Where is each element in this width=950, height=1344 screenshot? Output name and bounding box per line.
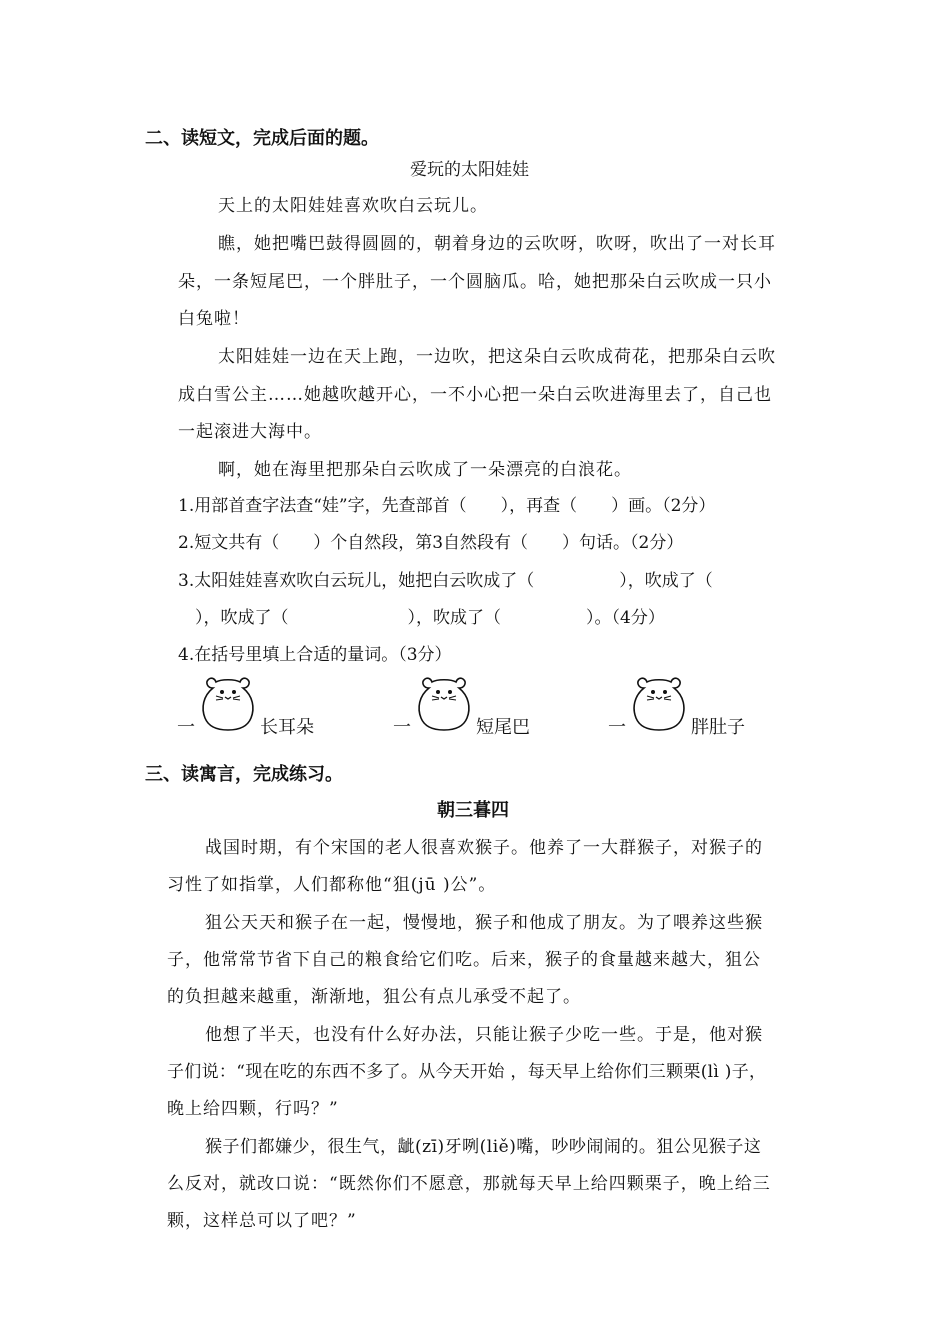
fable-line: 习性了如指掌，人们都称他“狙(jū )公”。 — [167, 875, 497, 895]
hamster-blank-icon[interactable] — [630, 674, 688, 732]
section3-title: 朝三暮四 — [437, 800, 509, 821]
fable-line: 晚上给四颗，行吗？” — [167, 1099, 339, 1119]
passage-line: 瞧，她把嘴巴鼓得圆圆的，朝着身边的云吹呀，吹呀，吹出了一对长耳 — [218, 234, 776, 254]
question-3: 3.太阳娃娃喜欢吹白云玩儿，她把白云吹成了（ ），吹成了（ — [178, 571, 713, 591]
passage-line: 白兔啦！ — [178, 309, 250, 329]
question-4: 4.在括号里填上合适的量词。（3分） — [178, 645, 452, 665]
passage-line: 成白雪公主……她越吹越开心，一不小心把一朵白云吹进海里去了，自己也 — [178, 385, 772, 405]
fable-line: 的负担越来越重，渐渐地，狙公有点儿承受不起了。 — [167, 987, 581, 1007]
section3-heading: 三、读寓言，完成练习。 — [145, 764, 343, 785]
section2-title: 爱玩的太阳娃娃 — [410, 160, 529, 180]
measure-prefix: 一 — [177, 717, 195, 738]
section2-heading: 二、读短文，完成后面的题。 — [145, 128, 379, 149]
hamster-blank-icon[interactable] — [199, 674, 257, 732]
fable-line: 么反对，就改口说：“既然你们不愿意，那就每天早上给四颗栗子，晚上给三 — [167, 1174, 771, 1194]
measure-prefix: 一 — [393, 717, 411, 738]
fable-line: 猴子们都嫌少，很生气，龇(zī)牙咧(liě)嘴，吵吵闹闹的。狙公见猴子这 — [205, 1137, 762, 1157]
fable-line: 颗，这样总可以了吧？” — [167, 1211, 357, 1231]
question-2: 2.短文共有（ ）个自然段，第3自然段有（ ）句话。（2分） — [178, 533, 684, 553]
question-1: 1.用部首查字法查“娃”字，先查部首（ ），再查（ ）画。（2分） — [178, 496, 716, 516]
passage-line: 一起滚进大海中。 — [178, 422, 322, 442]
fable-line: 子，他常常节省下自己的粮食给它们吃。后来，猴子的食量越来越大，狙公 — [167, 950, 761, 970]
passage-line: 啊，她在海里把那朵白云吹成了一朵漂亮的白浪花。 — [218, 460, 632, 480]
fable-line: 狙公天天和猴子在一起，慢慢地，猴子和他成了朋友。为了喂养这些猴 — [205, 913, 763, 933]
passage-line: 朵，一条短尾巴，一个胖肚子，一个圆脑瓜。哈，她把那朵白云吹成一只小 — [178, 272, 772, 292]
measure-prefix: 一 — [608, 717, 626, 738]
fable-line: 子们说：“现在吃的东西不多了。从今天开始 ，每天早上给你们三颗栗(lì )子， — [167, 1062, 767, 1082]
question-3-cont: ），吹成了（ ），吹成了（ ）。（4分） — [178, 608, 665, 628]
fable-line: 战国时期，有个宋国的老人很喜欢猴子。他养了一大群猴子，对猴子的 — [205, 838, 763, 858]
hamster-blank-icon[interactable] — [415, 674, 473, 732]
measure-noun: 短尾巴 — [476, 717, 530, 738]
passage-line: 天上的太阳娃娃喜欢吹白云玩儿。 — [218, 196, 488, 216]
measure-noun: 胖肚子 — [691, 717, 745, 738]
fable-line: 他想了半天，也没有什么好办法，只能让猴子少吃一些。于是，他对猴 — [205, 1025, 763, 1045]
measure-noun: 长耳朵 — [260, 717, 314, 738]
passage-line: 太阳娃娃一边在天上跑，一边吹，把这朵白云吹成荷花，把那朵白云吹 — [218, 347, 776, 367]
